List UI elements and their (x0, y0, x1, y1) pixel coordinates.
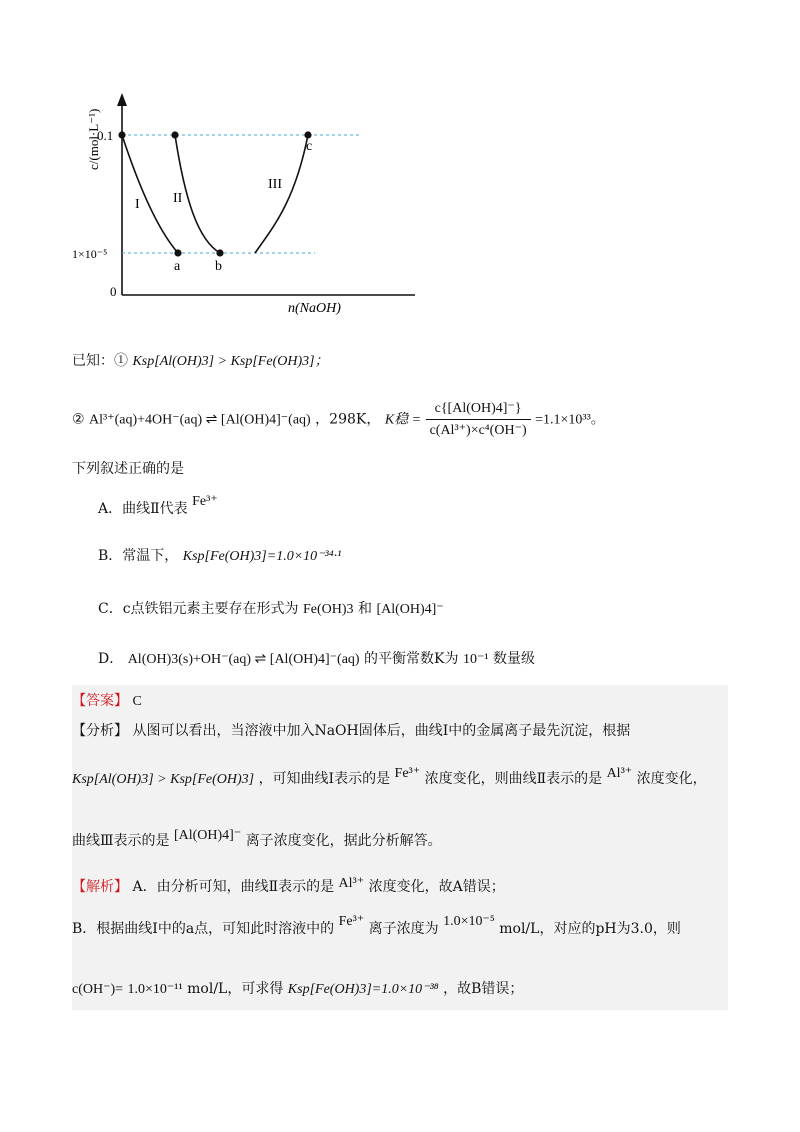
y-axis-label: c/(mol·L⁻¹) (86, 108, 101, 170)
point-b (216, 249, 223, 256)
jiexi-b-text3: mol/L，对应的pH为3.0，则 (499, 921, 681, 937)
answer-tag: 【答案】 (72, 693, 128, 709)
jiexi-line-b2 (72, 978, 523, 998)
y-tick-1e-5: 1×10⁻⁵ (72, 247, 108, 261)
jiexi-line-b (72, 914, 681, 938)
jiexi-b-text2: 离子浓度为 (368, 921, 439, 937)
option-b-ksp: Ksp[Fe(OH)3]=1.0×10⁻³⁴·¹ (182, 549, 342, 564)
analysis-tag: 【分析】 (72, 723, 128, 739)
known-ksp-relation: Ksp[Al(OH)3] > Ksp[Fe(OH)3]； (132, 354, 329, 369)
known-prefix: 已知：① (72, 353, 128, 369)
y-axis-arrow (117, 93, 127, 106)
k-stability-label: K稳 = (384, 412, 422, 428)
jiexi-b2-text2: mol/L，可求得 (187, 981, 284, 997)
option-b-text: B．常温下， (98, 548, 179, 564)
x-axis-label: n(NaOH) (288, 301, 341, 316)
option-a-text: A．曲线Ⅱ代表 (98, 501, 188, 517)
jiexi-b-text1: B．根据曲线Ⅰ中的a点，可知此时溶液中的 (72, 921, 335, 937)
option-d[interactable] (98, 648, 535, 668)
y-tick-0: 0 (110, 284, 117, 299)
analysis-ion-al: Al³⁺ (606, 766, 633, 781)
point-c (304, 131, 311, 138)
curve-I (122, 135, 178, 253)
analysis-line-1 (72, 720, 630, 740)
jiexi-a-ion: Al³⁺ (338, 876, 365, 891)
concentration-chart (70, 90, 430, 320)
option-d-text2: 数量级 (493, 651, 535, 667)
option-d-reaction: Al(OH)3(s)+OH⁻(aq) ⇌ [Al(OH)4]⁻(aq) (127, 652, 360, 667)
point-a (174, 249, 181, 256)
jiexi-tag: 【解析】 (72, 879, 128, 895)
analysis-al-complex: [Al(OH)4]⁻ (173, 828, 242, 843)
option-c-al: [Al(OH)4]⁻ (376, 602, 444, 617)
question-stem: 下列叙述正确的是 (72, 461, 184, 477)
answer-line (72, 690, 142, 710)
jiexi-a-text2: 浓度变化，故A错误； (368, 879, 505, 895)
jiexi-b2-text1: c(OH⁻)= (72, 982, 124, 997)
k-stability-fraction (426, 400, 531, 439)
known-line-2 (72, 400, 605, 439)
point-label-b: b (215, 259, 222, 274)
curve-label-II: II (173, 191, 183, 206)
point-label-c: c (306, 139, 313, 154)
jiexi-b2-val: 1.0×10⁻¹¹ (127, 982, 183, 997)
analysis-text-2b: 浓度变化，则曲线Ⅱ表示的是 (424, 771, 603, 787)
eq2-reaction: Al³⁺(aq)+4OH⁻(aq) ⇌ [Al(OH)4]⁻(aq) (89, 412, 311, 428)
eq2-circle: ② (72, 411, 85, 428)
analysis-text-2a: ，可知曲线Ⅰ表示的是 (258, 771, 391, 787)
option-d-prefix: D． (98, 651, 124, 667)
jiexi-b-conc: 1.0×10⁻⁵ (443, 914, 495, 929)
answer-value: C (132, 694, 142, 709)
analysis-line-2 (72, 768, 707, 788)
option-c-fe: Fe(OH)3 (303, 602, 354, 617)
k-numerator: c{[Al(OH)4]⁻} (426, 400, 531, 420)
jiexi-a-text1: A．由分析可知，曲线Ⅱ表示的是 (132, 879, 335, 895)
point-start-II (171, 131, 178, 138)
jiexi-b2-ksp: Ksp[Fe(OH)3]=1.0×10⁻³⁸ (287, 982, 439, 997)
option-d-order: 10⁻¹ (462, 652, 489, 667)
analysis-text-3b: 离子浓度变化，据此分析解答。 (245, 833, 442, 849)
option-a-ion: Fe³⁺ (192, 494, 218, 509)
option-c-and: 和 (358, 601, 373, 617)
y-tick-0.1: 0.1 (97, 128, 114, 143)
option-c-text: C．c点铁铝元素主要存在形式为 (98, 601, 299, 617)
option-d-text1: 的平衡常数K为 (364, 651, 459, 667)
option-a[interactable] (98, 494, 218, 518)
point-label-a: a (174, 259, 181, 274)
analysis-text-1: 从图可以看出，当溶液中加入NaOH固体后，曲线Ⅰ中的金属离子最先沉淀，根据 (132, 723, 631, 739)
option-c[interactable] (98, 598, 444, 618)
curve-label-III: III (268, 177, 282, 192)
point-start-I (118, 131, 125, 138)
option-b[interactable] (98, 545, 341, 565)
analysis-line-3 (72, 830, 442, 850)
jiexi-line-a (72, 876, 505, 896)
jiexi-b-ion: Fe³⁺ (338, 914, 365, 929)
k-stability-value: =1.1×10³³。 (535, 412, 605, 428)
eq2-temp: ，298K， (315, 411, 381, 428)
curve-label-I: I (135, 197, 140, 212)
analysis-text-3a: 曲线Ⅲ表示的是 (72, 833, 170, 849)
k-denominator: c(Al³⁺)×c⁴(OH⁻) (429, 423, 527, 438)
analysis-text-2c: 浓度变化， (636, 771, 707, 787)
jiexi-b2-text3: ，故B错误； (443, 981, 524, 997)
analysis-ksp-relation: Ksp[Al(OH)3] > Ksp[Fe(OH)3] (72, 772, 255, 787)
known-line-1 (72, 350, 329, 370)
curve-III (255, 135, 308, 253)
analysis-ion-fe: Fe³⁺ (394, 766, 421, 781)
